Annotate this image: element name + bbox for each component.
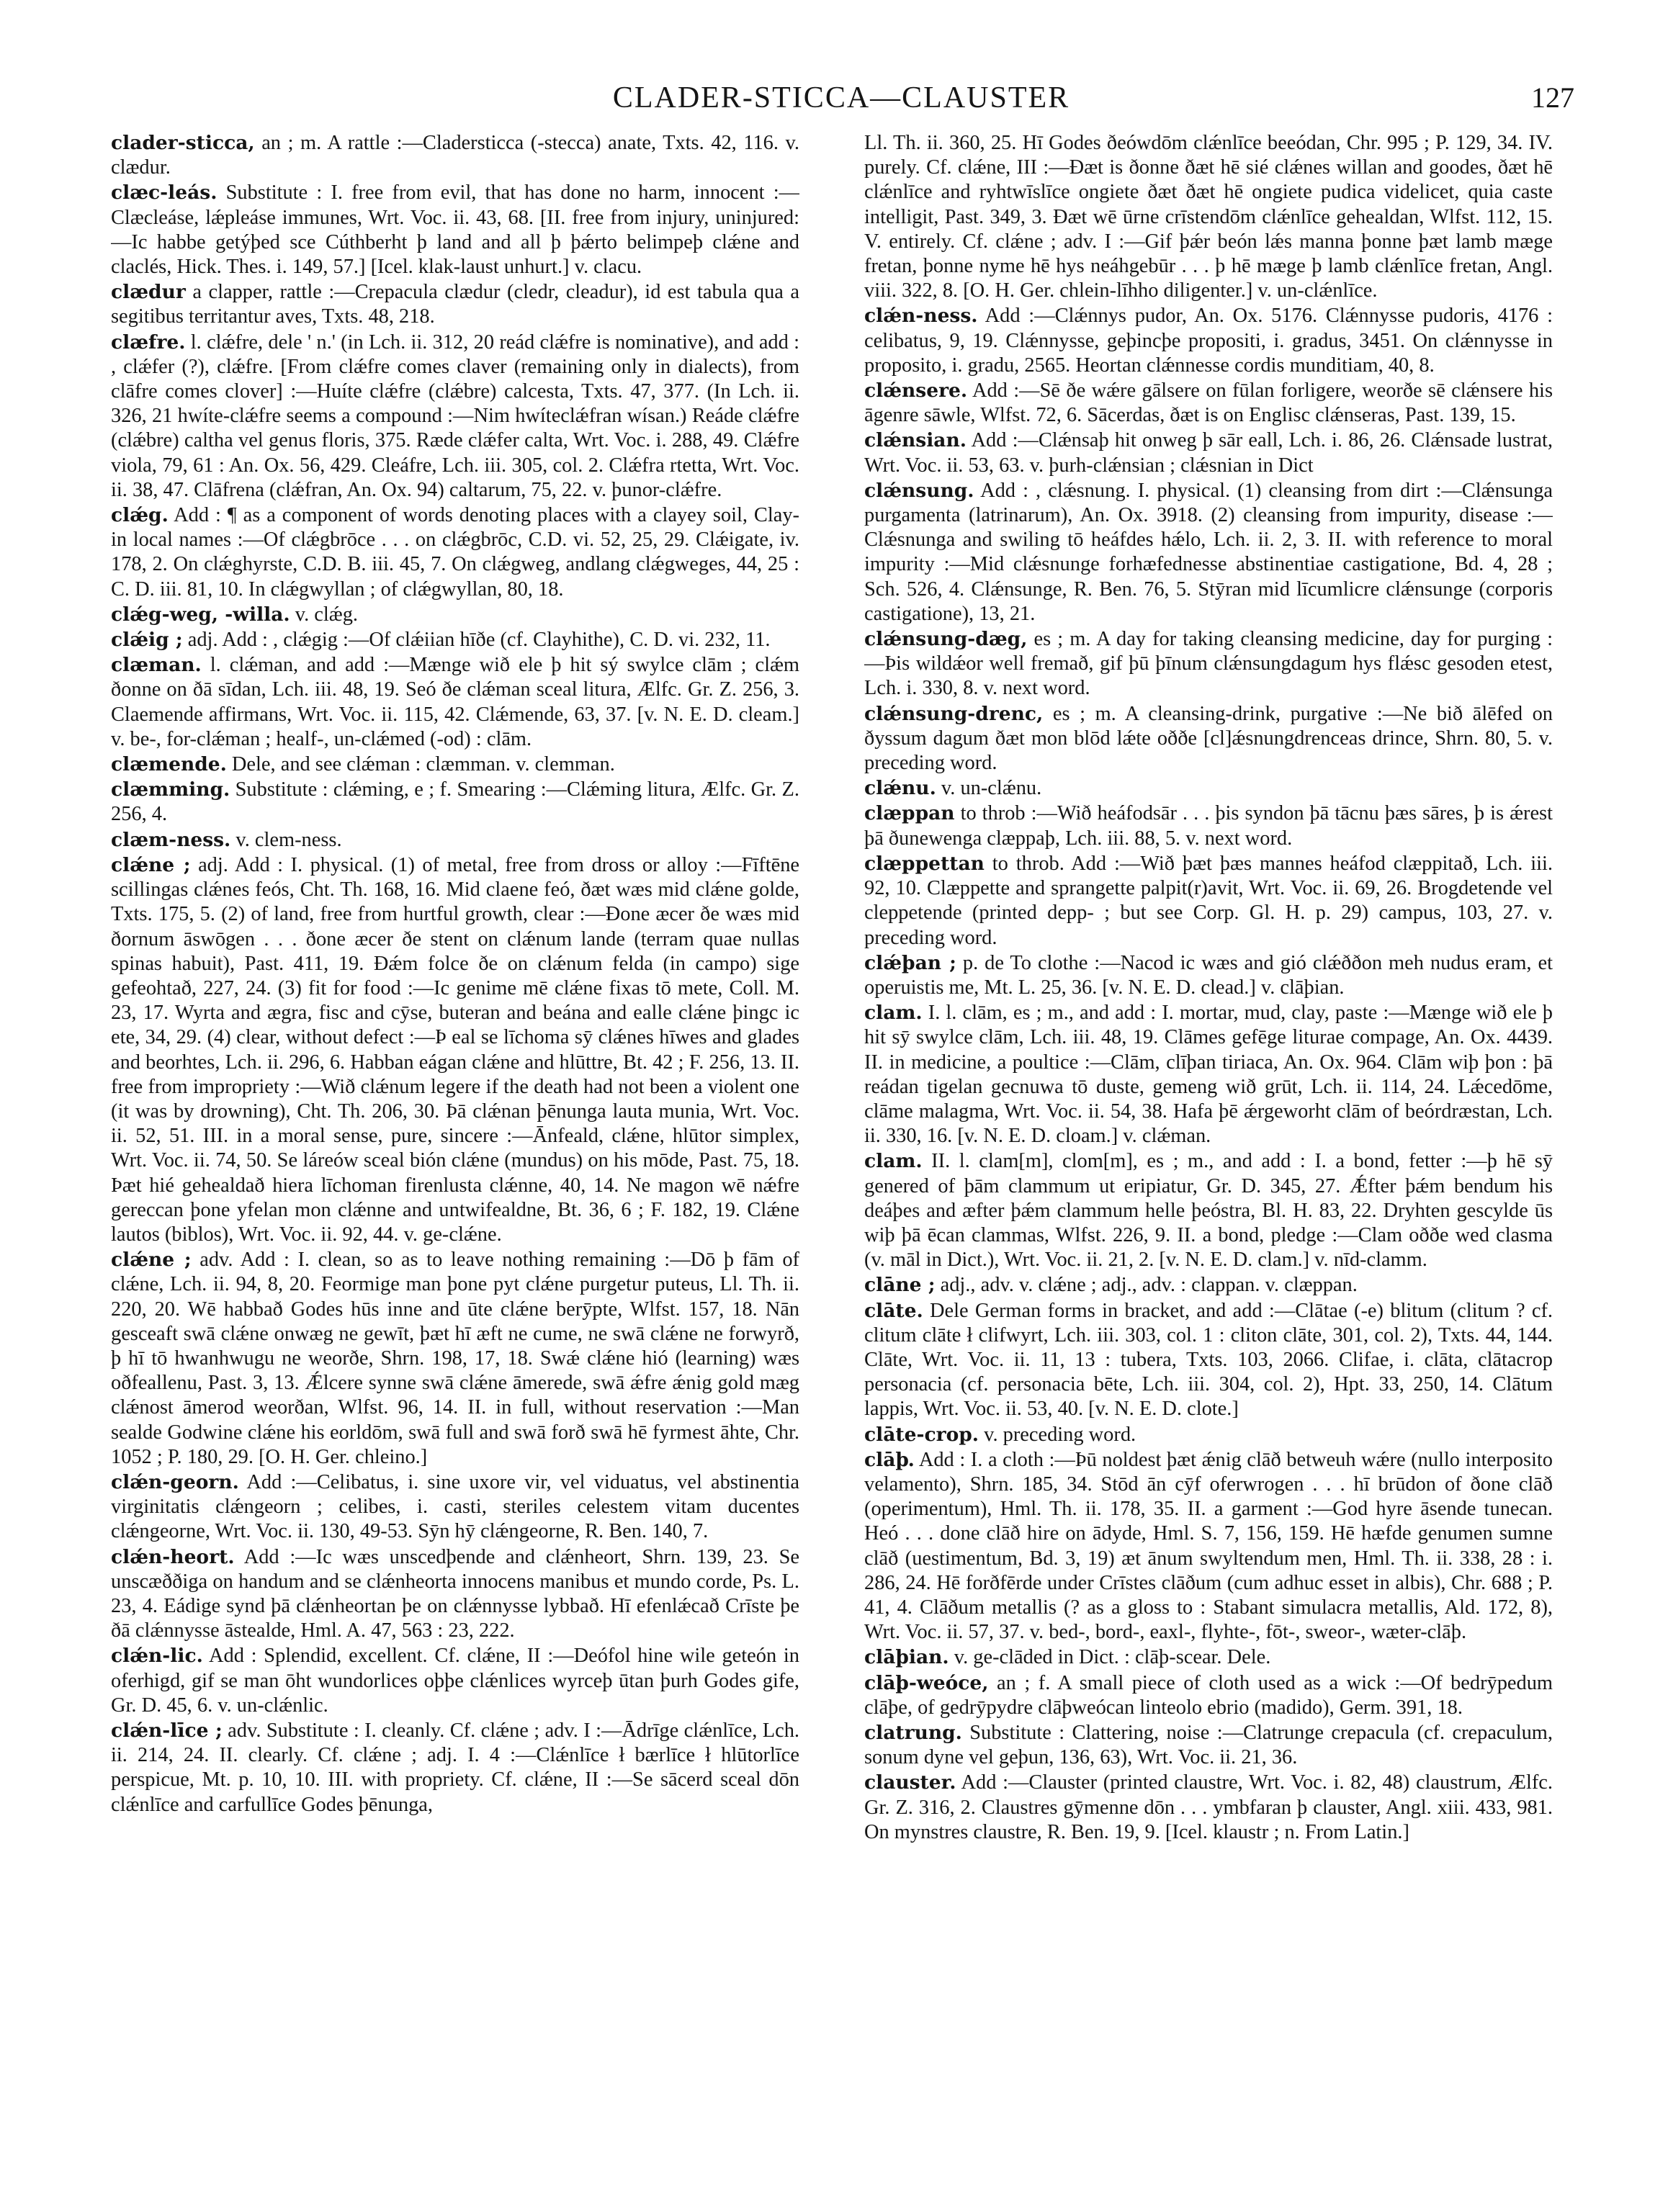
dictionary-entry [111,653,799,752]
dictionary-entry [864,951,1553,1000]
entry-headword: clæmende. [111,753,227,776]
entry-headword: clǽn-heort. [111,1545,235,1568]
entry-headword: clauster. [864,1771,956,1794]
dictionary-entry [111,1644,799,1718]
dictionary-entry [111,778,799,827]
entry-definition: II. l. clam[m], clom[m], es ; m., and add : I. a bond, fetter :—þ hē sȳ genered of þām clammum ut eripiatur, Gr. D. 345, 27. Ǽfter þǽm bendum his deáþes and æfter þǽm clammum helle þeóstra, Bl. H. 83, 22. Dryhten gescylde ūs wiþ þā ēcan clammas, Wlfst. 226, 9. II. a bond, pledge :—Clam oððe wed clasma (v. māl in Dict.), Wrt. Voc. ii. 21, 2. [v. N. E. D. clam.] v. nīd-clamm. [864,1150,1553,1272]
entry-definition: es ; m. A day for taking cleansing medicine, day for purging :—Þis wildǽor well fremað, gif þū þīnum clǽnsungdagum hys flǽsc gesoden etest, Lch. i. 330, 8. v. next word. [864,628,1553,700]
entry-headword: clader-sticca, [111,132,255,154]
entry-definition: Add : I. a cloth :—Þū noldest þæt ǽnig clāð betweuh wǽre (nullo interposito velamento), Shrn. 185, 34. Stōd ān cȳf oferwrogen . . . hī brūdon of ðone clāð (operimentum), Hml. Th. ii. 178, 35. II. a garment :—God hyre āsende tunecan. Heó . . . done clāð hire on ādyde, Hml. S. 7, 156, 159. Hē hæfde genumen sumne clāð (uestimentum, Bd. 3, 19) æt ānum swyltendum men, Hml. Th. ii. 338, 28 : i. 286, 24. Hē forðfērde under Crīstes clāðum (cum adhuc esset in albis), Chr. 688 ; P. 41, 4. Clāðum metallis (? as a gloss to : Stabant simulacra metallis, Ald. 172, 8), Wrt. Voc. ii. 57, 37. v. bed-, bord-, eaxl-, flyhte-, fōt-, sweor-, wæter-clāþ. [864,1448,1553,1644]
entry-headword: clam. [864,1150,923,1173]
entry-headword: clǽne ; [111,853,191,876]
dictionary-entry [864,1001,1553,1148]
dictionary-entry [111,603,799,627]
entry-definition: Substitute : Clattering, noise :—Clatrunge crepacula (cf. crepaculum, sonum dyne vel geþun, 136, 63), Wrt. Voc. ii. 21, 36. [864,1722,1553,1769]
dictionary-entry [111,280,799,329]
dictionary-entry [864,1721,1553,1770]
entry-definition: Add : , clǽsnung. I. physical. (1) cleansing from dirt :—Clǽnsunga purgamenta (latrinarum), An. Ox. 3918. (2) cleansing from impurity, disease :—Clǽsnunga and swiling tō heáfdes hǽlo, Lch. ii. 2, 3. II. with reference to moral impurity :—Mid clǽsnunge forhæfednesse abstinentiae castigatione, Bd. 4, 28 ; Sch. 526, 4. Clǽnsunge, R. Ben. 76, 5. Stȳran mid līcumlicre clǽnsunge (corporis castigatione), 13, 21. [864,479,1553,625]
entry-headword: clāne ; [864,1274,936,1297]
entry-definition: an ; f. A small piece of cloth used as a wick :—Of bedrȳpedum clāþe, of gedrȳpydre clāþweócan linteolo ebrio (madido), Germ. 391, 18. [864,1671,1553,1719]
dictionary-entry [111,1719,799,1817]
dictionary-entry [111,1470,799,1545]
entry-definition: Add :—Clǽnsaþ hit onweg þ sār eall, Lch. i. 86, 26. Clǽnsade lustrat, Wrt. Voc. ii. 53, 63. v. þurh-clǽnsian ; clǽsnian in Dict [864,429,1553,477]
entry-definition: v. clǽg. [290,603,359,626]
entry-headword: clǽg-weg, -willa. [111,603,290,626]
dictionary-entry [864,702,1553,776]
entry-headword: clæc-leás. [111,181,218,204]
dictionary-entry [111,828,799,853]
entry-headword: clǽnsung-dæg, [864,628,1028,651]
entry-headword: clāþ. [864,1448,915,1471]
dictionary-entry [864,131,1553,303]
entry-definition: Add :—Celibatus, i. sine uxore vir, vel viduatus, vel abstinentia virginitatis clǽngeorn ; celibes, i. casti, steriles celestem vitam ducentes clǽngeorne, Wrt. Voc. ii. 130, 49-53. Sȳn hȳ clǽngeorne, R. Ben. 140, 7. [111,1470,799,1543]
entry-definition: a clapper, rattle :—Crepacula clædur (cledr, cleadur), id est tabula qua a segitibus territantur aves, Txts. 48, 218. [111,281,799,328]
entry-definition: Dele German forms in bracket, and add :—Clātae (-e) blitum (clitum ? cf. clitum clāte ł clifwyrt, Lch. iii. 303, col. 1 : cliton clāte, 301, col. 2), Txts. 44, 144. Clāte, Wrt. Voc. ii. 11, 13 : tubera, Txts. 103, 2066. Clifae, i. clāta, clātacrop personacia (cf. personacia bēte, Lch. iii. 304, col. 2), Hpt. 33, 250, 14. Clātum lappis, Wrt. Voc. ii. 53, 40. [v. N. E. D. clote.] [864,1299,1553,1421]
entry-definition: adv. Substitute : I. cleanly. Cf. clǽne ; adv. I :—Ādrīge clǽnlīce, Lch. ii. 214, 24. II. clearly. Cf. clǽne ; adj. I. 4 :—Clǽnlīce ł bærlīce ł hlūtorlīce perspicue, Mt. p. 10, 10. III. with propriety. Cf. clǽne, II :—Se sācerd sceal dōn clǽnlīce and carfullīce Godes þēnunga, [111,1719,799,1816]
dictionary-entry [864,1299,1553,1422]
dictionary-entry [111,503,799,602]
left-column [111,131,799,2183]
entry-definition: l. clǽman, and add :—Mænge wið ele þ hit sý swylce clām ; clǽm ðonne on ðā sīdan, Lch. iii. 48, 19. Seó ðe clǽman sceal litura, Ælfc. Gr. Z. 256, 3. Claemende affirmans, Wrt. Voc. ii. 115, 42. Clǽmende, 63, 37. [v. N. E. D. cleam.] v. be-, for-clǽman ; healf-, un-clǽmed (-od) : clām. [111,654,799,750]
entry-definition: adj. Add : , clǽgig :—Of clǽiian hīðe (cf. Clayhithe), C. D. vi. 232, 11. [182,629,771,652]
dictionary-entry [864,1448,1553,1645]
dictionary-entry [111,331,799,503]
dictionary-entry [864,1273,1553,1298]
entry-definition: es ; m. A cleansing-drink, purgative :—Ne bið ālēfed on ðyssum dagum ðæt mon blōd lǽte oððe [cl]ǽsnungdrenceas drince, Shrn. 80, 5. v. preceding word. [864,702,1553,775]
entry-headword: clǽnu. [864,777,936,800]
dictionary-entry [864,627,1553,701]
dictionary-entry [864,1771,1553,1845]
entry-headword: clǽig ; [111,629,183,652]
entry-definition: p. de To clothe :—Nacod ic wæs and gió clǽððon meh nudus eram, et operuistis me, Mt. L. 25, 36. [v. N. E. D. clead.] v. clāþian. [864,951,1553,999]
entry-headword: clǽnsere. [864,379,968,403]
entry-headword: clǽne ; [111,1249,192,1272]
entry-definition: adj. Add : I. physical. (1) of metal, free from dross or alloy :—Fīftēne scillingas clǽnes feós, Cht. Th. 168, 16. Mid claene feó, ðæt wæs mid clǽne golde, Txts. 175, 5. (2) of land, free from hurtful growth, clear :—Ðone æcer ðe wæs mid ðornum āswōgen . . . ðone æcer ðe stent on clǽnum lande (terram quae nullas spinas habuit), Past. 411, 19. Ðǽm folce ðe on clǽnum felda (in campo) sige gefeohtað, 227, 24. (3) fit for food :—Ic genime mē clǽne fixas tō mete, Coll. M. 23, 17. Wyrta and ægra, fisc and cȳse, buteran and beána and ealle clǽne þingc ic ete, 34, 29. (4) clear, without defect :—Þ eal se līchoma sȳ clǽnes hīwes and glades and beorhtes, Lch. ii. 296, 6. Habban eágan clǽne and hlūttre, Bt. 42 ; F. 256, 13. II. free from impropriety :—Wið clǽnum legere if the death had not been a violent one (it was by drowning), Cht. Th. 206, 30. Þā clǽnan þēnunga lauta munia, Wrt. Voc. ii. 52, 51. III. in a moral sense, pure, sincere :—Ānfeald, clǽne, hlūtor simplex, Wrt. Voc. ii. 74, 50. Se láreów sceal bión clǽne (mundus) on his mōde, Past. 75, 18. Þæt hié gehealdað hiera līchoman firenlusta clǽnne, 40, 14. Ne magon wē nǽfre gereccan þone yfelan mon clǽnne and untwifealdne, Bt. 36, 6 ; F. 182, 19. Clǽne lautos (biblos), Wrt. Voc. ii. 92, 44. v. ge-clǽne. [111,853,799,1246]
entry-definition: l. clǽfre, dele ' n.' (in Lch. ii. 312, 20 reád clǽfre is nominative), and add : , clǽfer (?), clǽfre. [From clǽfre comes claver (remaining only in dialects), from clāfre comes clover] :—Huíte clǽfre (clǽbre) calcesta, Txts. 47, 377. (In Lch. ii. 326, 21 hwíte-clǽfre seems a compound :—Nim hwíteclǽfran wísan.) Reáde clǽfre (clǽbre) caltha vel genus floris, 375. Ræde clǽfer calta, Wrt. Voc. i. 288, 49. Clǽfre viola, 79, 61 : An. Ox. 56, 429. Cleáfre, Lch. iii. 305, col. 2. Clǽfra rtetta, Wrt. Voc. ii. 38, 47. Clāfrena (clǽfran, An. Ox. 94) caltarum, 75, 22. v. þunor-clǽfre. [111,331,799,501]
entry-headword: clædur [111,281,186,304]
dictionary-entry [864,479,1553,626]
dictionary-entry [864,1149,1553,1272]
entry-definition: v. ge-clāded in Dict. : clāþ-scear. Dele. [949,1646,1271,1669]
entry-headword: clǽn-ness. [864,305,978,328]
entry-headword: clatrung. [864,1722,962,1744]
entry-definition: Add : Splendid, excellent. Cf. clǽne, II :—Deófol hine wile geteón in oferhigd, gif se man ōht wundorlices oþþe clǽnlices wyrceþ ūtan þurh Godes gife, Gr. D. 45, 6. v. un-clǽnlic. [111,1645,799,1717]
entry-definition: Add : ¶ as a component of words denoting places with a clayey soil, Clay- in local names :—Of clǽgbrōce . . . on clǽgbrōc, C.D. vi. 52, 25, 29. Clǽigate, iv. 178, 2. On clǽghyrste, C.D. B. iii. 45, 7. On clǽgweg, andlang clǽgweges, 44, 25 : C. D. iii. 81, 10. In clǽgwyllan ; of clǽgwyllan, 80, 18. [111,504,799,601]
entry-headword: clāþian. [864,1646,949,1669]
entry-headword: clæppan [864,802,955,825]
entry-definition: an ; m. A rattle :—Cladersticca (-stecca) anate, Txts. 42, 116. v. clædur. [111,132,799,179]
entry-definition: Add :—Clauster (printed claustre, Wrt. Voc. i. 82, 48) claustrum, Ælfc. Gr. Z. 316, 2. Claustres gȳmenne dōn . . . ymbfaran þ clauster, Angl. xiii. 433, 981. On mynstres claustre, R. Ben. 19, 9. [Icel. klaustr ; n. From Latin.] [864,1771,1553,1843]
dictionary-entry [864,776,1553,801]
dictionary-entry [111,131,799,180]
entry-headword: clæman. [111,654,202,677]
dictionary-entry [111,1248,799,1470]
entry-definition: v. un-clǽnu. [936,777,1042,800]
dictionary-entry [111,853,799,1247]
entry-definition: I. l. clām, es ; m., and add : I. mortar, mud, clay, paste :—Mænge wið ele þ hit sȳ swylce clām, Lch. iii. 48, 19. Clāmes gefēge liturae compage, An. Ox. 4439. II. in medicine, a poultice :—Clām, clīþan tiriaca, An. Ox. 964. Clām wiþ þon : þā reádan tigelan gecnuwa tō duste, gemeng wið grūt, Lch. ii. 114, 24. Lǽcedōme, clāme malagma, Wrt. Voc. ii. 54, 38. Hafa þē ǽrgeworht clām of beórdræstan, Lch. ii. 330, 16. [v. N. E. D. cloam.] v. clǽman. [864,1002,1553,1148]
dictionary-entry [111,181,799,279]
entry-headword: clāte. [864,1299,923,1322]
entry-headword: clāþ-weóce, [864,1671,989,1694]
entry-headword: clāte-crop. [864,1423,979,1446]
entry-definition: Ll. Th. ii. 360, 25. Hī Godes ðeówdōm clǽnlīce beeódan, Chr. 995 ; P. 129, 34. IV. purely. Cf. clǽne, III :—Ðæt is ðonne ðæt hē sié clǽnes willan and goodes, ðæt hē clǽnlīce and ryhtwīslīce ongiete ðæt ðæt hē ongiete pudica videlicet, quia caste intelligit, Past. 349, 3. Ðæt wē ūrne crīstendōm clǽnlīce gehealdan, Wlfst. 112, 15. V. entirely. Cf. clǽne ; adv. I :—Gif þǽr beón lǽs manna þonne þæt lamb mæge fretan, þonne nyme hē hys neáhgebūr . . . þ hē mæge þ lamb clǽnlīce fretan, Angl. viii. 322, 8. [O. H. Ger. chlein-līhho diligenter.] v. un-clǽnlīce. [864,132,1553,302]
entry-headword: clǽnsung. [864,479,974,502]
dictionary-entry [111,1545,799,1644]
entry-headword: clǽn-līce ; [111,1719,223,1742]
entry-definition: Add :—Ic wæs unscedþende and clǽnheort, Shrn. 139, 23. Se unscæððiga on handum and se clǽnheorta innocens manibus et mundo corde, Ps. L. 23, 4. Eádige synd þā clǽnheortan þe on clǽnnysse lybbað. Hī efenlǽcað Crīste þe ðā clǽnnysse āstealde, Hml. A. 47, 563 : 23, 222. [111,1545,799,1642]
entry-headword: clæm-ness. [111,828,231,851]
entry-definition: to throb. Add :—Wið þæt þæs mannes heáfod clæppitað, Lch. iii. 92, 10. Clæppette and sprangette palpit(r)avit, Wrt. Voc. ii. 69, 26. Brogdetende vel cleppetende (printed depp- ; but see Corp. Gl. H. p. 29) campus, 103, 27. v. preceding word. [864,852,1553,949]
page-header [108,81,1574,124]
page-number: 127 [1531,81,1574,114]
entry-definition: Dele, and see clǽman : clæmman. v. clemman. [226,753,615,776]
running-title: CLADER-STICCA—CLAUSTER [612,81,1070,114]
entry-definition: adv. Add : I. clean, so as to leave nothing remaining :—Dō þ fām of clǽne, Lch. ii. 94, 8, 20. Feormige man þone pyt clǽne purgetur puteus, Ll. Th. ii. 220, 20. Wē habbað Godes hūs inne and ūte clǽne berȳpte, Wlfst. 157, 18. Nān gesceaft swā clǽne onwæg ne gewīt, þæt hī æft ne cume, ne swā clǽne ne forwyrð, þ hī tō hwanhwugu ne weorðe, Shrn. 198, 17, 18. Swǽ clǽne hió (learning) wæs oðfeallenu, Past. 3, 13. Ǽlcere synne swā clǽne āmerede, swā ǽfre ǽnig gold mæg clǽnost āmerod weorðan, Wlfst. 96, 14. II. in full, without reservation :—Man sealde Godwine clǽne his eorldōm, swā full and swā forð swā hē fyrmest āhte, Chr. 1052 ; P. 180, 29. [O. H. Ger. chleino.] [111,1249,799,1468]
entry-headword: clǽnsung-drenc, [864,702,1044,725]
entry-definition: Add :—Clǽnnys pudor, An. Ox. 5176. Clǽnnysse pudoris, 4176 : celibatus, 9, 19. Clǽnnysse, geþincþe propositi, i. gradus, 3451. On clǽnnysse in proposito, i. gradu, 2565. Heortan clǽnnesse cordis munditiam, 40, 8. [864,305,1553,377]
entry-headword: clǽg. [111,504,169,527]
entry-headword: clǽnsian. [864,429,967,452]
right-column [864,131,1553,2183]
entry-definition: Add :—Sē ðe wǽre gālsere on fūlan forligere, weorðe sē clǽnsere his āgenre sāwle, Wlfst. 72, 6. Sācerdas, ðæt is on Englisc clǽnseras, Past. 139, 15. [864,379,1553,427]
entry-definition: v. clem-ness. [230,828,342,851]
dictionary-entry [111,628,799,652]
entry-definition: adj., adv. v. clǽne ; adj., adv. : clappan. v. clæppan. [935,1274,1358,1297]
entry-headword: clǽn-lic. [111,1645,203,1668]
entry-definition: Substitute : clǽming, e ; f. Smearing :—Clǽming litura, Ælfc. Gr. Z. 256, 4. [111,778,799,826]
dictionary-entry [864,1645,1553,1670]
entry-headword: clæppettan [864,852,985,875]
dictionary-entry [864,304,1553,378]
dictionary-entry [864,801,1553,850]
entry-definition: to throb :—Wið heáfodsār . . . þis syndon þā tācnu þæs sāres, þ is ǽrest þā ðunewenga clæppaþ, Lch. iii. 88, 5. v. next word. [864,802,1553,850]
entry-headword: clæmming. [111,778,230,801]
entry-headword: clam. [864,1002,923,1025]
dictionary-entry [864,428,1553,477]
entry-headword: clǽn-georn. [111,1470,239,1493]
dictionary-entry [864,852,1553,950]
entry-definition: v. preceding word. [979,1423,1136,1446]
dictionary-entry [864,1423,1553,1447]
entry-definition: Substitute : I. free from evil, that has done no harm, innocent :—Clæcleáse, lǽpleáse immunes, Wrt. Voc. ii. 43, 68. [II. free from injury, uninjured:—Ic habbe getýþed sce Cúthberht þ land and all þ þǽrto belimpeþ clǽne and claclés, Hick. Thes. i. 149, 57.] [Icel. klak-laust unhurt.] v. clacu. [111,181,799,279]
entry-headword: clæfre. [111,331,186,354]
dictionary-entry [864,379,1553,428]
dictionary-entry [111,752,799,777]
entry-headword: clǽþan ; [864,951,956,974]
dictionary-entry [864,1671,1553,1720]
